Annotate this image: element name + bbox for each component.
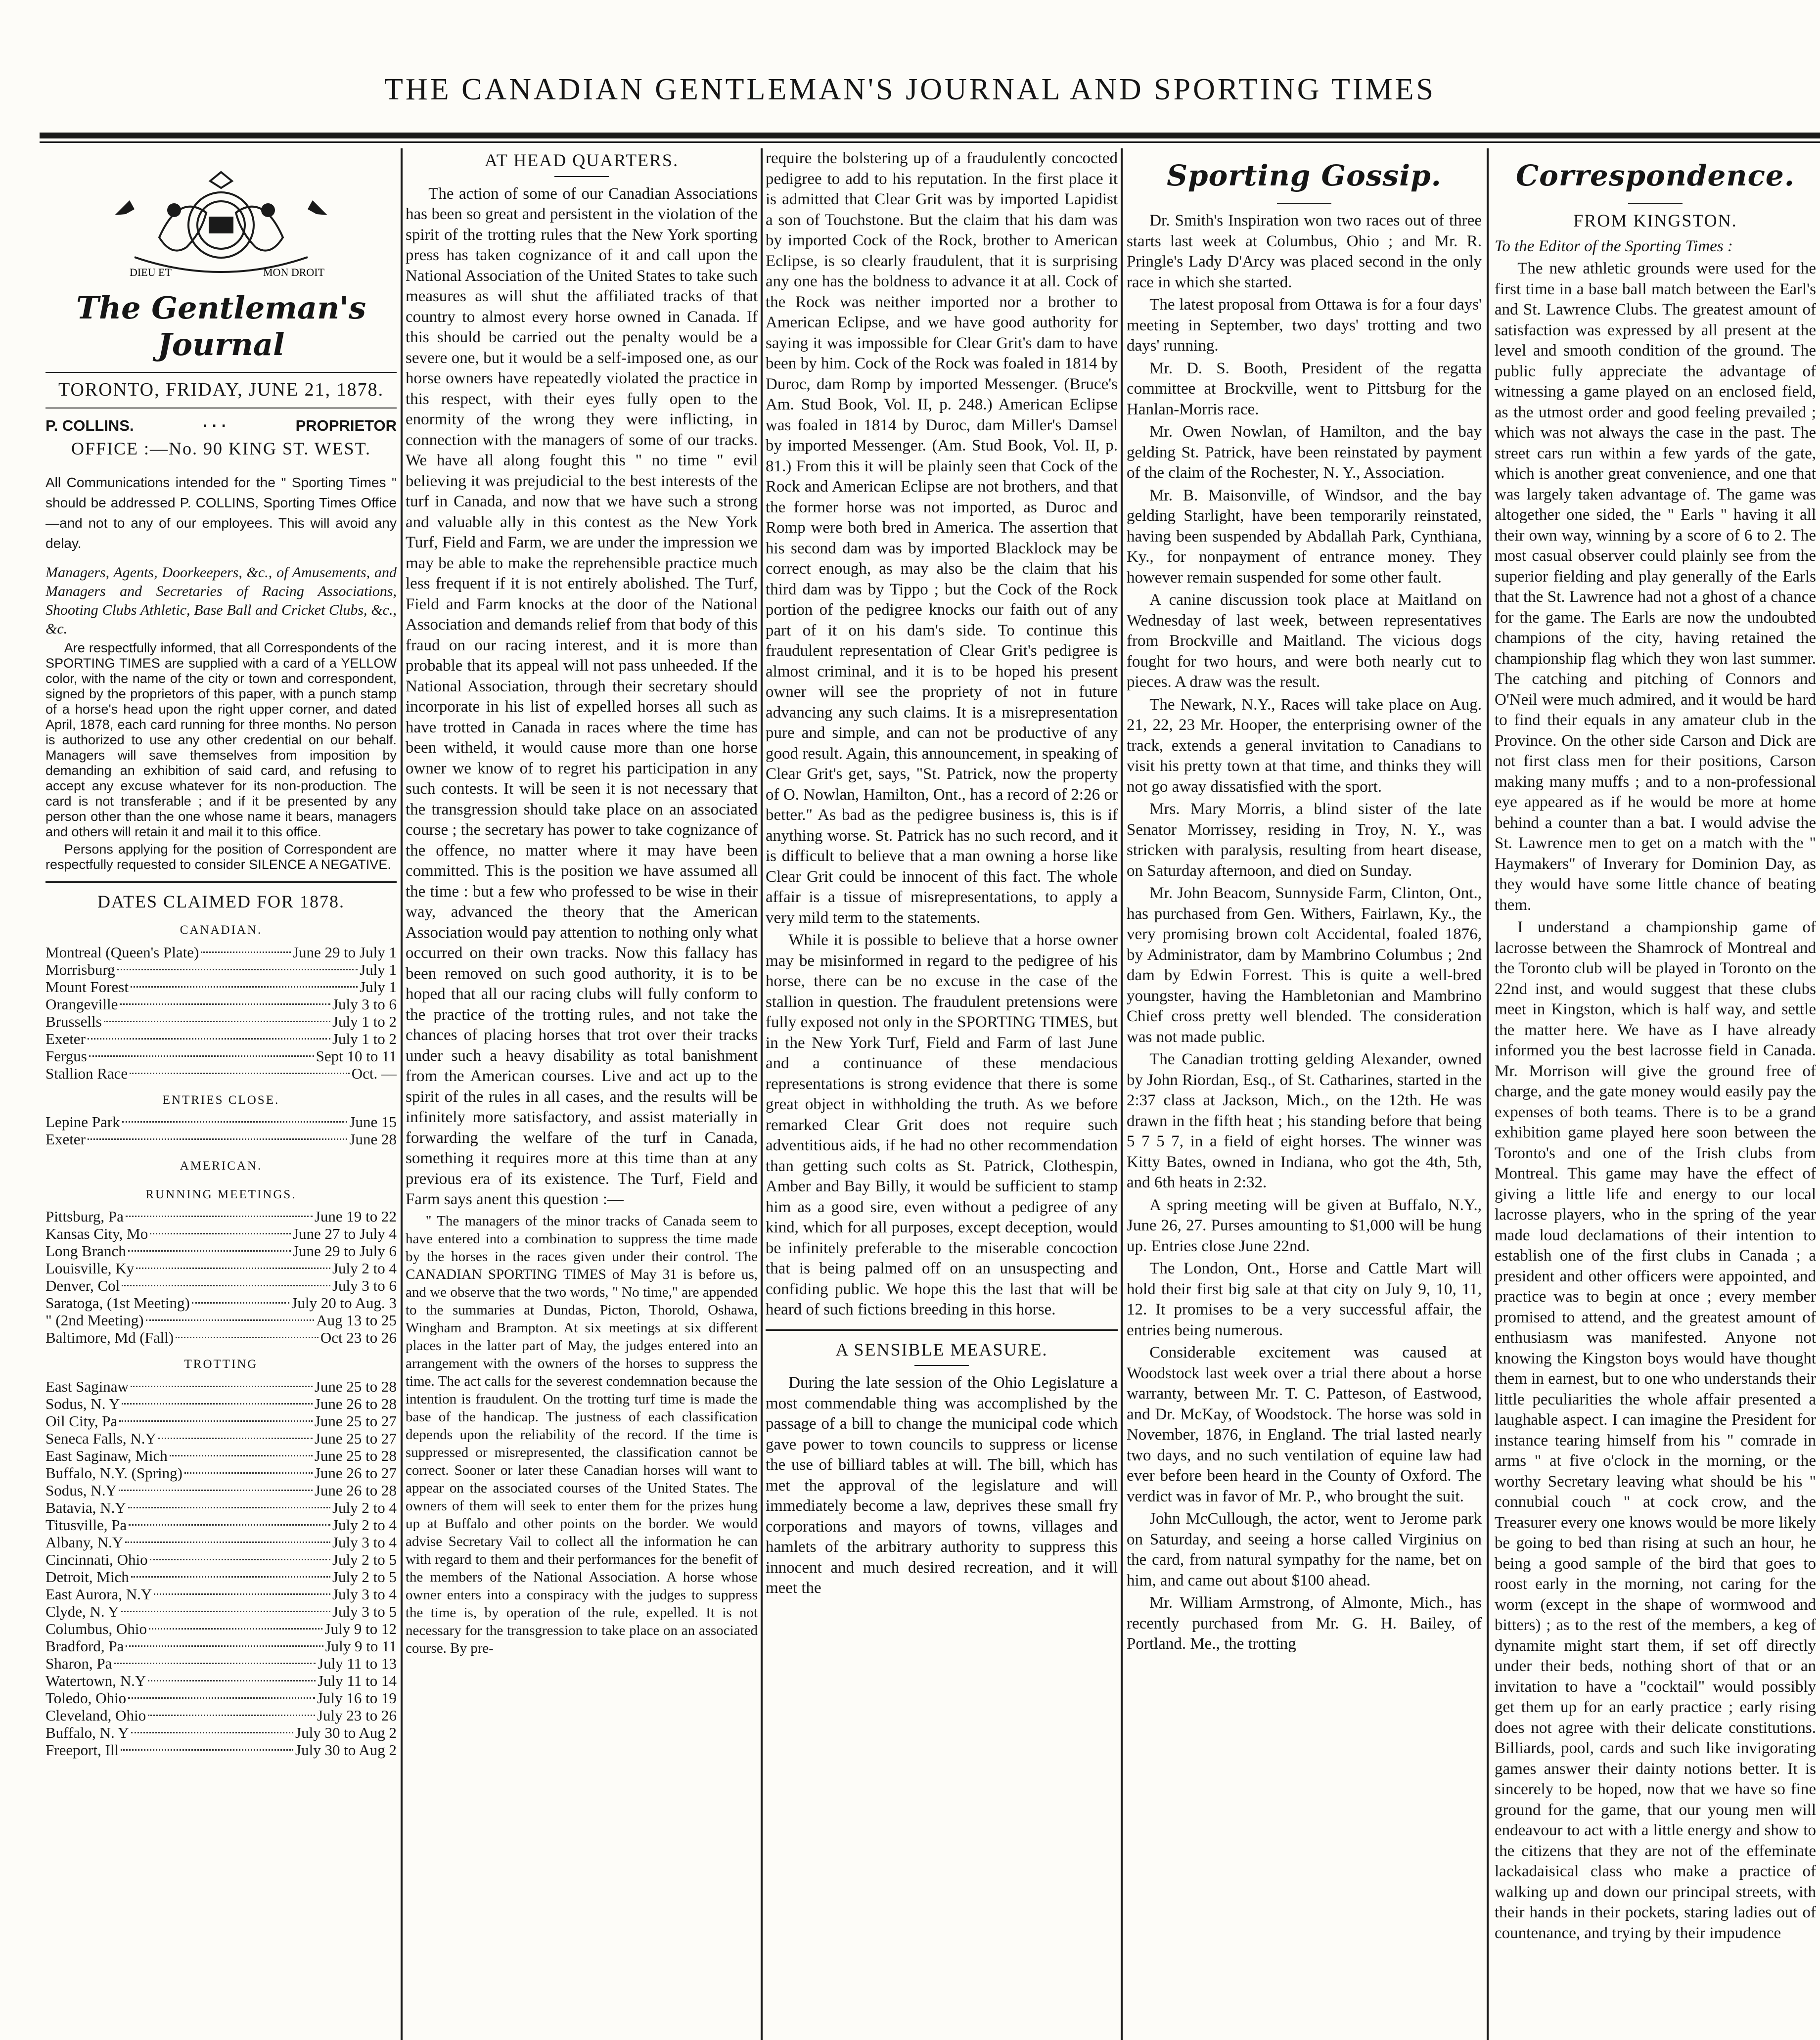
date-range: June 27 to July 4 <box>292 1225 397 1242</box>
gossip-item: Mr. B. Maisonville, of Windsor, and the bay gelding Starlight, have been temporarily reinstated, having been suspended by Abdallah Park, Cynthiana, Ky., for nonpayment of entrance money. They however remain suspended for some other fault. <box>1127 486 1482 587</box>
date-place: Cleveland, Ohio <box>46 1706 146 1724</box>
date-place: Albany, N.Y <box>46 1533 124 1551</box>
date-range: July 9 to 11 <box>325 1637 397 1655</box>
dotted-leader <box>120 1003 330 1005</box>
dotted-leader <box>89 1055 314 1057</box>
date-row <box>46 1741 397 1759</box>
date-place: Exeter <box>46 1030 86 1047</box>
dotted-leader <box>176 1337 318 1338</box>
proprietor-label: PROPRIETOR <box>295 416 397 434</box>
date-place: Exeter <box>46 1131 86 1148</box>
column-sporting-gossip <box>1127 148 1482 2040</box>
dotted-leader <box>126 1645 323 1647</box>
dotted-leader <box>150 1559 330 1560</box>
royal-arms-logo <box>60 163 382 287</box>
running-dates-list <box>46 1208 397 1346</box>
date-range: June 26 to 28 <box>314 1481 397 1499</box>
dotted-leader <box>121 1611 330 1612</box>
head-quarters-body: The action of some of our Canadian Associations has been so great and persistent in the violation of the spirit of the trotting rules that the New York sporting press has taken cognizance of it and call upon the National Association of the United States to take such measures as will shut the affiliated tracks of that country to almost every horse owned in Canada. If this should be carried out the penalty would be a severe one, but it would be a self-imposed one, as our horse owners have repeatedly violated the practice in this respect, with their eyes fully open to the enormity of the wrong they were inflicting, in connection with the managers of some of our tracks. We have all along fought this " no time " evil believing it was prejudicial to the best interests of the turf in Canada, and now that we have such a strong and valuable ally in this contest as the New York Turf, Field and Farm, we are under the impression we may be able to make the reprehensible practice much less frequent if it is not entirely abolished. The Turf, Field and Farm knocks at the door of the National Association and demands relief from that body of this fraud on our racing interest, and it is more than probable that its appeal will not pass unheeded. If the National Association, through their secretary should incorporate in his list of expelled horses all such as have trotted in Canada in races where the time has been witheld, it would cause more than one horse owner we know of to regret his participation in any such contests. It will be seen it is not necessary that the transgression should take place on an associated course ; the secretary has power to take cognizance of the offence, no matter where it may have been committed. This is the position we have assumed all the time : but a few who professed to be wise in their way, advanced the theory that the American Association would pay attention to nothing only what occurred on their own tracks. Now this fallacy has been removed on such good authority, it is to be hoped that all our racing clubs will fully conform to the practice of the trotting rules, and not take the chances of placing horses that trot over their tracks under such a heavy disability as total banishment from the American courses. Live and act up to the spirit of the rules in all cases, and the results will be infinitely more satisfactory, and assist materially in forwarding the welfare of the turf in Canada, something it requires more at this time than at any previous era of its existence. The Turf, Field and Farm says anent this question :— <box>406 184 758 1208</box>
dotted-leader <box>119 1420 313 1422</box>
entries-close-list <box>46 1113 397 1148</box>
date-place: Pittsburg, Pa <box>46 1208 124 1225</box>
dotted-leader <box>146 1319 315 1321</box>
dotted-leader <box>201 952 291 953</box>
dotted-leader <box>128 1507 330 1508</box>
date-place: Morrisburg <box>46 960 115 978</box>
date-row <box>46 1534 397 1551</box>
date-range: June 26 to 27 <box>314 1464 397 1482</box>
kingston-letter-body: The new athletic grounds were used for the first time in a base ball match between the Earl's and St. Lawrence Clubs. The greatest amount of satisfaction was expressed by all present at the level and smooth condition of the ground. The public fully appreciate the advantage of witnessing a game played on an enclosed field, as the utmost order and good feeling prevailed ; which was not always the case in the past. The street cars run within a few yards of the gate, which is another great convenience, and one that was largely taken advantage of. The game was altogether one sided, the " Earls " having it all their own way, winning by a score of 6 to 2. The most casual observer could plainly see from the superior fielding and play generally of the Earls that the St. Lawrence had not a ghost of a chance for the game. The Earls are now the undoubted champions of the city, having retained the championship flag which they won last summer. The catching and pitching of Connors and O'Neil were much admired, and it would be hard to find their equals in any amateur club in the Province. On the other side Carson and Dick are not first class men for their positions, Carson making many muffs ; and to a non-professional eye appeared as if he would be more at home behind a counter than a bat. I would advise the St. Lawrence men to get on a match with the " Haymakers" of Inverary for Dominion Day, as they would have some little chance of beating them. <box>1495 260 1816 914</box>
proprietor-name: P. COLLINS. <box>46 416 134 434</box>
date-row <box>46 961 397 978</box>
date-range: July 16 to 19 <box>317 1689 397 1707</box>
dotted-leader <box>121 1749 293 1751</box>
heading-rule <box>554 176 609 177</box>
date-row <box>46 1586 397 1603</box>
date-row <box>46 1395 397 1412</box>
date-range: July 11 to 14 <box>318 1672 397 1689</box>
date-row <box>46 1065 397 1082</box>
date-place: Brussells <box>46 1012 102 1030</box>
date-place: Watertown, N.Y <box>46 1672 146 1689</box>
date-row <box>46 1277 397 1294</box>
date-place: Columbus, Ohio <box>46 1620 147 1637</box>
date-row <box>46 1242 397 1260</box>
masthead: THE CANADIAN GENTLEMAN'S JOURNAL AND SPORTING TIMES <box>384 73 1436 106</box>
column-head-quarters <box>406 148 758 2040</box>
date-range: July 1 to 2 <box>332 1030 397 1047</box>
date-row <box>46 1655 397 1672</box>
gossip-item: Considerable excitement was caused at Woodstock last week over a trial there about a horse warranty, between Mr. T. C. Patteson, of Eastwood, and Dr. McKay, of Woodstock. The horse was sold in November, 1876, in England. The trial lasted nearly two days, and no such ventilation of equine law had ever before been heard in the County of Oxford. The verdict was in favor of Mr. P., who brought the suit. <box>1127 1344 1482 1505</box>
sporting-gossip-heading: Sporting Gossip. <box>1167 159 1442 192</box>
date-row <box>46 944 397 961</box>
date-range: July 3 to 6 <box>332 995 397 1013</box>
canadian-label: CANADIAN. <box>180 923 263 937</box>
date-range: July 11 to 13 <box>318 1654 397 1672</box>
dotted-leader <box>104 1021 330 1022</box>
dates-claimed-title: DATES CLAIMED FOR 1878. <box>97 891 345 911</box>
date-row <box>46 978 397 996</box>
date-row <box>46 1568 397 1586</box>
dateline: TORONTO, FRIDAY, JUNE 21, 1878. <box>58 379 384 400</box>
correspondence-heading: Correspondence. <box>1516 159 1795 192</box>
kingston-letter-lacrosse: I understand a championship game of lacrosse between the Shamrock of Montreal and the Toronto club will be played in Toronto on the 22nd inst, and would suggest that these clubs meet in Kingston, which is half way, and settle the matter here. We have as I have already informed you the best lacrosse field in Canada. Mr. Morrison will give the ground free of charge, and the gate money would easily pay the expenses of both teams. There is to be a grand exhibition game played here soon between the Toronto's and one of the Irish clubs from Montreal. This game may have the effect of giving a little life and energy to our local lacrosse players, who in the spring of the year made loud declamations of their intention to establish one of the first clubs in Canada ; a president and other officers were appointed, and practice was to begin at once ; every member promised to attend, and the greatest amount of enthusiasm was manifested. Anyone not knowing the Kingston boys would have thought them in earnest, but to one who understands their little peculiarities the whole affair presented a laughable aspect. I can imagine the President for instance tearing himself from his " comrade in arms " at five o'clock in the morning, or the worthy Secretary leaving what should be his " connubial couch " at cock crow, and the Treasurer every one knows would be more likely be going to bed than rising at such an hour, he being a good sample of the bird that goes to roost early in the morning, not caring for the worm (except in the shape of wormwood and bitters) ; as to the rest of the members, a keg of dynamite might start them, if set off directly under their beds, nothing short of that or an invitation to have a "cocktail" would possibly get them up for an early practice ; early rising does not agree with their delicate constitutions. Billiards, pool, cards and such like invigorating games answer their dainty notions better. It is sincerely to be hoped, now that we have so fine ground for the game, that our young men will endeavour to act with a little energy and show to the citizens that they are not of the effeminate lackadaisical class who make a practice of walking up and down our principal streets, with their hands in their pockets, staring ladies out of countenance, and trying by their impudence <box>1495 918 1816 1942</box>
dotted-leader <box>148 1680 316 1681</box>
sensible-measure-body: During the late session of the Ohio Legislature a most commendable thing was accomplished by the passage of a bill to change the municipal code which gave power to town councils to suppress or license the use of billiard tables at will. The bill, which has met the approval of the legislature and will immediately become a law, deprives these small fry corporations and mayors of towns, villages and hamlets of the arbitrary authority to suppress this innocent and much desired recreation, and it will meet the <box>766 1374 1118 1597</box>
proprietor-line <box>46 415 397 436</box>
date-range: June 29 to July 1 <box>292 943 397 961</box>
gossip-items <box>1127 211 1482 1655</box>
column-correspondence <box>1495 148 1816 2040</box>
date-place: " (2nd Meeting) <box>46 1312 144 1329</box>
dotted-leader <box>131 986 358 988</box>
dotted-leader <box>170 1455 313 1456</box>
date-place: Freeport, Ill <box>46 1741 119 1759</box>
date-range: July 1 <box>360 978 397 996</box>
dotted-leader <box>149 1628 322 1630</box>
date-row <box>46 1030 397 1047</box>
date-range: July 9 to 12 <box>324 1620 397 1637</box>
gossip-item: Mrs. Mary Morris, a blind sister of the late Senator Morrissey, residing in Troy, N. Y., was stricken with paralysis, resulting from heart disease, on Saturday afternoon, and died on Sunday. <box>1127 800 1482 880</box>
date-range: Sept 10 to 11 <box>316 1047 397 1065</box>
date-range: Oct 23 to 26 <box>320 1329 397 1346</box>
date-range: June 26 to 28 <box>314 1395 397 1412</box>
dotted-leader <box>184 1472 313 1474</box>
column-masthead-and-dates <box>46 148 397 2040</box>
column-rule <box>1121 148 1123 2040</box>
dotted-leader <box>117 969 358 970</box>
date-range: June 28 <box>349 1131 397 1148</box>
gossip-item: Dr. Smith's Inspiration won two races out of three starts last week at Columbus, Ohio ; and Mr. R. Pringle's Lady D'Arcy was placed second in the only race in which she started. <box>1127 212 1482 291</box>
date-row <box>46 1430 397 1447</box>
salutation: To the Editor of the Sporting Times : <box>1495 237 1733 255</box>
dotted-leader <box>192 1302 289 1304</box>
date-range: July 2 to 4 <box>332 1516 397 1534</box>
gossip-item: John McCullough, the actor, went to Jerome park on Saturday, and seeing a horse called Virginius on the card, from natural sympathy for the name, bet on him, and came out about $100 ahead. <box>1127 1510 1482 1589</box>
date-range: July 2 to 5 <box>332 1568 397 1586</box>
american-label: AMERICAN. <box>180 1159 263 1173</box>
communications-notice: All Communications intended for the " Sporting Times " should be addressed P. COLLINS, Sporting Times Office—and not to any of our employees. This will avoid any delay. <box>46 474 397 551</box>
date-range: June 25 to 28 <box>314 1377 397 1395</box>
office-address: OFFICE :—No. 90 KING ST. WEST. <box>71 439 371 458</box>
head-quarters-heading: AT HEAD QUARTERS. <box>484 150 679 170</box>
dotted-leader <box>114 1663 316 1664</box>
date-row <box>46 1447 397 1464</box>
canadian-dates-list <box>46 944 397 1082</box>
date-range: July 3 to 4 <box>332 1533 397 1551</box>
motto-left: DIEU ET <box>130 266 172 278</box>
date-range: Aug 13 to 25 <box>316 1312 397 1329</box>
date-row <box>46 1378 397 1395</box>
date-place: Lepine Park <box>46 1113 120 1131</box>
dotted-leader <box>128 1250 291 1252</box>
column-rule <box>761 148 763 2040</box>
date-place: Sodus, N.Y <box>46 1481 117 1499</box>
date-place: Cincinnati, Ohio <box>46 1550 148 1568</box>
date-place: Toledo, Ohio <box>46 1689 127 1707</box>
date-place: Buffalo, N. Y <box>46 1723 129 1741</box>
dotted-leader <box>136 1268 330 1269</box>
gossip-item: The latest proposal from Ottawa is for a four days' meeting in September, two days' trotting and two days' running. <box>1127 296 1482 355</box>
date-range: June 19 to 22 <box>314 1208 397 1225</box>
date-place: Baltimore, Md (Fall) <box>46 1329 174 1346</box>
dotted-leader <box>88 1038 330 1040</box>
date-range: July 23 to 26 <box>317 1706 397 1724</box>
managers-notice: Managers, Agents, Doorkeepers, &c., of Amusements, and Managers and Secretaries of Racing Associations, Shooting Clubs Athletic, Base Ball and Cricket Clubs, &c., &c. <box>46 564 397 637</box>
clear-grit-conclusion: While it is possible to believe that a horse owner may be misinformed in regard to the pedigree of his horse, there can be no excuse in the case of the stallion in question. The fraudulent pretensions were fully exposed not only in the SPORTING TIMES, but in the New York Turf, Field and Farm of last June and a continuance of these mendacious representations is strong evidence that there is some great object in withholding the truth. As we before remarked Clear Grit does not require such adventitious aids, if he had no other recommendation than getting such colts as St. Patrick, Clothespin, Amber and Bay Billy, it would be sufficient to stamp him as a good sire, even without a pedigree of any kind, which for all purposes, except deception, would be infinitely preferable to the miserable concoction that is being palmed off on an unsuspecting and confiding public. We hope this the last that will be heard of such fictions breeding in this horse. <box>766 931 1118 1318</box>
column-clear-grit <box>766 148 1118 2040</box>
column-rule <box>401 148 403 2040</box>
date-place: Detroit, Mich <box>46 1568 129 1586</box>
date-row <box>46 1499 397 1516</box>
gossip-item: Mr. Owen Nowlan, of Hamilton, and the bay gelding St. Patrick, have been reinstated by payment of the claim of the Rochester, N. Y., Association. <box>1127 423 1482 482</box>
masthead-rule-thin <box>40 141 1820 143</box>
dotted-leader <box>131 1732 293 1733</box>
trotting-label: TROTTING <box>184 1358 258 1371</box>
date-place: Louisville, Ky <box>46 1260 135 1277</box>
date-row <box>46 1551 397 1568</box>
date-row <box>46 1225 397 1242</box>
turf-field-farm-quote: " The managers of the minor tracks of Canada seem to have entered into a combination to suppress the time made by the horses in the races given under their control. The CANADIAN SPORTING TIMES of May 31 is before us, and we observe that the two words, " No time," are appended to the summaries at Dundas, Picton, Thorold, Oshawa, Wingham and Brampton. At six meetings at six different places in the latter part of May, the judges entered into an arrangement with the owners of the horses to suppress the time. The act calls for the severest condemnation because the intention is fraudulent. On the trotting turf time is made the base of the handicap. The justness of each classification depends upon the reliability of the record. If the time is suppressed or misrepresented, the classification cannot be correct. Sooner or later these Canadian horses will want to appear on the associated courses of the United States. The owners of them will seek to enter them for the prizes hung up at Buffalo and other points on the border. We would advise Secretary Vail to collect all the information he can with regard to them and their performances for the benefit of the members of the National Association. A horse whose owner enters into a conspiracy with the judges to suppress the time is, by operation of the rule, expelled. It is not necessary for the transgression to take place on an associated course. By pre- <box>406 1213 758 1656</box>
dotted-leader <box>122 1121 348 1123</box>
date-row <box>46 1689 397 1707</box>
gossip-item: A spring meeting will be given at Buffalo, N.Y., June 26, 27. Purses amounting to $1,000 will be hung up. Entries close June 22nd. <box>1127 1196 1482 1255</box>
date-row <box>46 1047 397 1065</box>
date-place: Montreal (Queen's Plate) <box>46 943 199 961</box>
dotted-leader <box>129 1524 330 1526</box>
date-range: July 30 to Aug 2 <box>295 1741 397 1759</box>
date-row <box>46 1312 397 1329</box>
date-range: June 15 <box>349 1113 397 1131</box>
date-range: June 29 to July 6 <box>292 1242 397 1260</box>
date-place: Kansas City, Mo <box>46 1225 148 1242</box>
dotted-leader <box>150 1233 291 1234</box>
date-row <box>46 996 397 1013</box>
dotted-leader <box>130 1073 350 1074</box>
dotted-leader <box>131 1386 313 1387</box>
date-row <box>46 1260 397 1277</box>
date-range: July 1 <box>360 960 397 978</box>
heading-rule <box>1277 203 1331 204</box>
date-range: July 2 to 5 <box>332 1550 397 1568</box>
date-range: July 2 to 4 <box>332 1498 397 1516</box>
date-place: Mount Forest <box>46 978 129 996</box>
section-rule <box>46 881 397 883</box>
card-notice: Are respectfully informed, that all Correspondents of the SPORTING TIMES are supplied with a card of a YELLOW color, with the name of the city or town and correspondent, signed by the proprietors of this paper, with a punch stamp of a horse's head upon the right upper corner, and dated April, 1878, each card running for three months. No person is authorized to use any other credential on our behalf. Managers will save themselves from imposition by demanding an exhibition of said card, and refusing to accept any excuse whatever for its non-production. The card is not transferable ; and if it be presented by any person other than the one whose name it bears, managers and others will retain it and mail it to this office. <box>46 640 397 839</box>
date-place: Clyde, N. Y <box>46 1602 119 1620</box>
column-rule <box>1487 148 1489 2040</box>
dotted-leader <box>126 1216 313 1217</box>
proprietor-dots: · · · <box>202 416 227 434</box>
gossip-item: Mr. John Beacom, Sunnyside Farm, Clinton, Ont., has purchased from Gen. Withers, Fairlawn, Ky., the very promising brown colt Accidental, foaled 1876, by Administrator, dam by Mambrino Columbus ; 2nd dam by Edwin Forrest. This is quite a well-bred youngster, having the Hambletonian and Mambrino Chief cross pretty well blended. The consideration was not made public. <box>1127 884 1482 1046</box>
correspondent-notice: Persons applying for the position of Correspondent are respectfully requested to consider SILENCE A NEGATIVE. <box>46 841 397 872</box>
date-range: July 2 to 4 <box>332 1260 397 1277</box>
date-place: Batavia, N.Y <box>46 1498 126 1516</box>
gossip-item: Mr. William Armstrong, of Almonte, Mich., has recently purchased from Mr. G. H. Bailey, of Portland. Me., the trotting <box>1127 1594 1482 1653</box>
entries-close-label: ENTRIES CLOSE. <box>162 1093 280 1107</box>
dotted-leader <box>154 1593 330 1595</box>
running-meetings-label: RUNNING MEETINGS. <box>145 1187 297 1201</box>
dotted-leader <box>125 1541 330 1543</box>
date-row <box>46 1672 397 1689</box>
date-row <box>46 1013 397 1030</box>
heading-rule <box>1628 203 1683 204</box>
dotted-leader <box>131 1576 330 1578</box>
date-place: East Saginaw <box>46 1377 129 1395</box>
gossip-item: The Newark, N.Y., Races will take place on Aug. 21, 22, 23 Mr. Hooper, the enterprising owner of the track, extends a general invitation to Canadians to visit his pretty town at that time, and thinks they will not go away dissatisfied with the sport. <box>1127 695 1482 796</box>
date-place: Orangeville <box>46 995 118 1013</box>
date-place: Seneca Falls, N.Y <box>46 1429 156 1447</box>
date-row <box>46 1620 397 1637</box>
date-range: June 25 to 28 <box>314 1447 397 1464</box>
date-row <box>46 1113 397 1131</box>
date-range: July 20 to Aug. 3 <box>291 1294 397 1312</box>
date-place: Long Branch <box>46 1242 126 1260</box>
date-place: Sharon, Pa <box>46 1654 112 1672</box>
trotting-dates-list <box>46 1378 397 1759</box>
date-row <box>46 1294 397 1312</box>
date-place: Fergus <box>46 1047 87 1065</box>
date-row <box>46 1464 397 1482</box>
masthead-rule <box>40 133 1820 138</box>
date-row <box>46 1482 397 1499</box>
gossip-item: Mr. D. S. Booth, President of the regatta committee at Brockville, went to Pittsburg for the Hanlan-Morris race. <box>1127 359 1482 418</box>
journal-title: The Gentleman's Journal <box>76 290 366 363</box>
gossip-item: A canine discussion took place at Maitland on Wednesday of last week, between representatives from Brockville and Maitland. The vicious dogs fought for two hours, and were both nearly cut to pieces. A draw was the result. <box>1127 591 1482 691</box>
date-row <box>46 1707 397 1724</box>
date-range: July 3 to 4 <box>332 1585 397 1603</box>
gossip-item: The Canadian trotting gelding Alexander, owned by John Riordan, Esq., of St. Catharines, started in the 2:37 class at Jackson, Mich., on the 12th. He was drawn in the fifth heat ; his standing before that being 5 7 5 7, in a field of eight horses. The winner was Kitty Bates, owned in Indiana, who got the 4th, 5th, and 6th heats in 2:32. <box>1127 1050 1482 1191</box>
date-range: Oct. — <box>351 1064 397 1082</box>
clear-grit-body: require the bolstering up of a fraudulently concocted pedigree to add to his reputation. In the first place it is admitted that Clear Grit was by imported Lapidist a son of Touchstone. But the claim that his dam was by imported Cock of the Rock, brother to American Eclipse, is so clearly fraudulent, that it is surprising any one has the boldness to advance it at all. Cock of the Rock was neither imported nor a brother to American Eclipse, and we have good authority for saying it was impossible for Clear Grit's dam to have been by him. Cock of the Rock was foaled in 1814 by Duroc, dam Romp by imported Messenger. (Bruce's Am. Stud Book, Vol. II, p. 248.) American Eclipse was foaled in 1814 by Duroc, dam Miller's Damsel by imported Messenger. (Am. Stud Book, Vol. II, p. 81.) From this it will be plainly seen that Cock of the Rock and American Eclipse are not brothers, and that the former horse was not imported, as Duroc and Romp were both bred in America. The assertion that his second dam was by imported Blacklock may be correct enough, as may also be the claim that his third dam was by Tippo ; but the Cock of the Rock portion of the pedigree knocks our faith out of any part of it on his dam's side. To continue this fraudulent representation of Clear Grit's pedigree is almost criminal, and it is to be hoped his present owner will see the propriety of not in future advancing any such claims. It is a misrepresentation pure and simple, and can not be productive of any good result. Again, this announcement, in speaking of Clear Grit's get, says, "St. Patrick, now the property of O. Nowlan, Hamilton, Ont., has a record of 2:26 or better." As bad as the pedigree business is, this is if anything worse. St. Patrick has no such record, and it is difficult to believe that a man owning a horse like Clear Grit could be innocent of this fact. The whole affair is a tissue of misrepresentations, to apply a very mild term to the statements. <box>766 149 1118 927</box>
section-rule <box>766 1329 1118 1331</box>
dotted-leader <box>122 1285 330 1286</box>
date-place: East Saginaw, Mich <box>46 1447 168 1464</box>
dotted-leader <box>158 1438 313 1439</box>
date-place: Saratoga, (1st Meeting) <box>46 1294 190 1312</box>
dotted-leader <box>128 1697 315 1699</box>
date-place: Stallion Race <box>46 1064 128 1082</box>
date-range: July 3 to 5 <box>332 1602 397 1620</box>
date-place: East Aurora, N.Y <box>46 1585 152 1603</box>
date-place: Buffalo, N.Y. (Spring) <box>46 1464 182 1482</box>
date-row <box>46 1131 397 1148</box>
date-place: Sodus, N. Y <box>46 1395 120 1412</box>
date-place: Titusville, Pa <box>46 1516 127 1534</box>
dotted-leader <box>88 1138 348 1140</box>
dotted-leader <box>119 1490 313 1491</box>
dotted-leader <box>148 1715 315 1716</box>
date-place: Bradford, Pa <box>46 1637 124 1655</box>
date-row <box>46 1637 397 1655</box>
date-row <box>46 1516 397 1534</box>
date-row <box>46 1724 397 1741</box>
date-range: June 25 to 27 <box>314 1429 397 1447</box>
date-range: July 1 to 2 <box>332 1012 397 1030</box>
date-place: Oil City, Pa <box>46 1412 118 1430</box>
sensible-measure-heading: A SENSIBLE MEASURE. <box>835 1339 1048 1360</box>
gossip-item: The London, Ont., Horse and Cattle Mart will hold their first big sale at that city on July 9, 10, 11, 12. It promises to be a very successful affair, the entries being numerous. <box>1127 1260 1482 1339</box>
date-row <box>46 1329 397 1346</box>
date-row <box>46 1603 397 1620</box>
title-rule <box>46 372 397 373</box>
heading-rule <box>914 1365 969 1366</box>
date-place: Denver, Col <box>46 1277 120 1294</box>
date-row <box>46 1412 397 1430</box>
motto-right: MON DROIT <box>263 266 325 278</box>
date-range: July 3 to 6 <box>332 1277 397 1294</box>
date-range: July 30 to Aug 2 <box>295 1723 397 1741</box>
date-range: June 25 to 27 <box>314 1412 397 1430</box>
from-kingston-heading: FROM KINGSTON. <box>1573 211 1737 230</box>
dotted-leader <box>122 1403 312 1405</box>
date-row <box>46 1208 397 1225</box>
